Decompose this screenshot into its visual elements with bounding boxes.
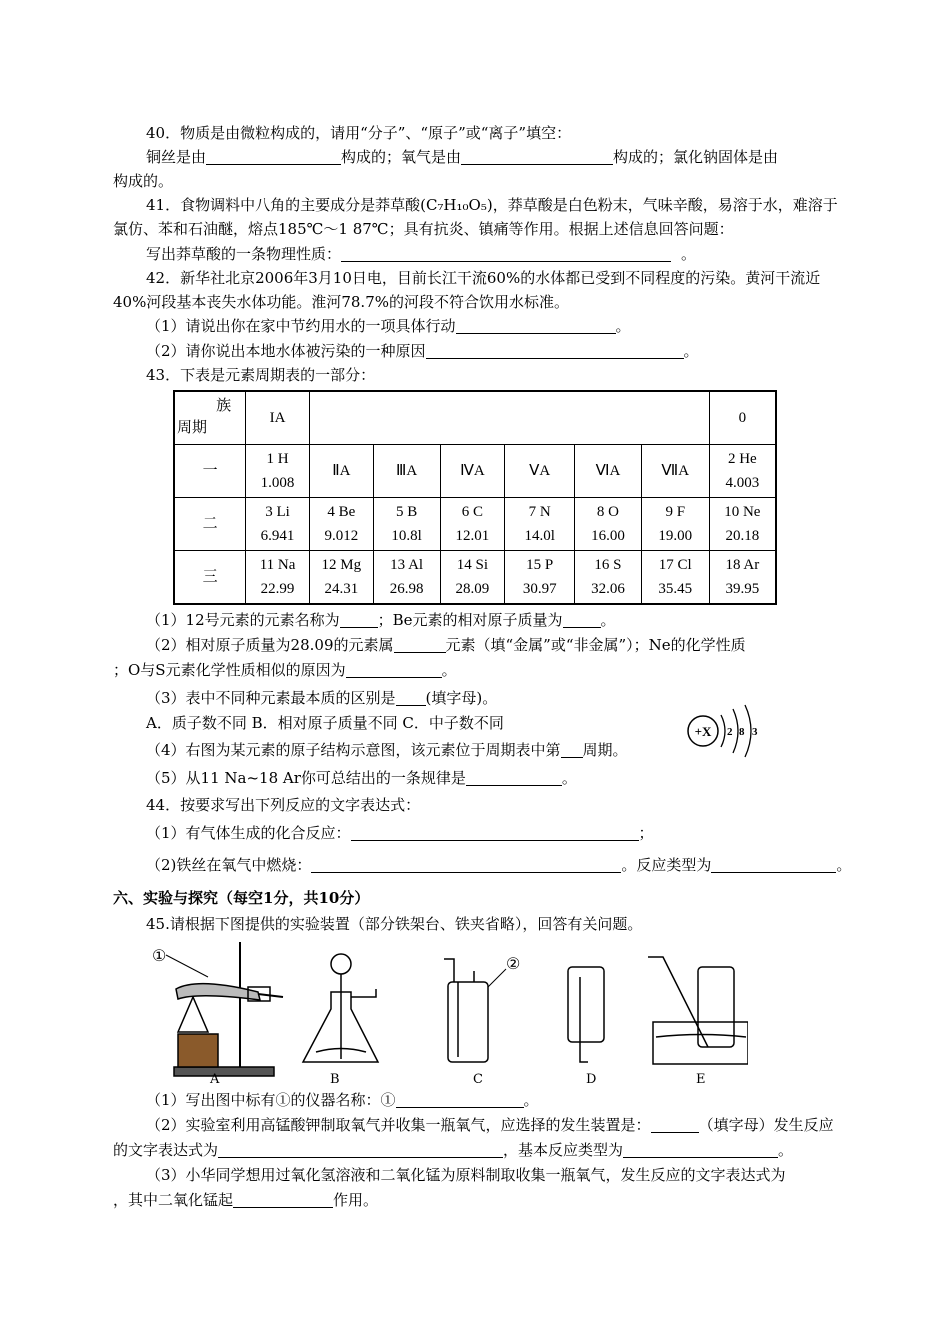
q40-line1-b: 构成的；氧气是由	[341, 148, 462, 166]
label-pointer-2	[488, 969, 506, 987]
q42-sub2	[146, 341, 699, 361]
q42-sub2-end: 。	[683, 342, 699, 360]
element-symbol: 3 Li	[265, 504, 290, 520]
q41-line1: 41．食物调料中八角的主要成分是莽草酸(C₇H₁₀O₅)，莽草酸是白色粉末，气味辛酸，易溶于水，难溶于	[146, 196, 838, 214]
water-line-e	[656, 1035, 746, 1038]
table-header-row	[174, 391, 776, 445]
element-mass: 24.31	[324, 581, 359, 597]
element-symbol: 15 P	[526, 557, 554, 573]
q40-line1-a: 铜丝是由	[146, 148, 207, 166]
q44-sub2-mid: 。反应类型为	[621, 856, 712, 874]
element-cell-Ne	[709, 498, 776, 551]
table-row-period-3	[174, 551, 776, 605]
table-row-period-2	[174, 498, 776, 551]
wooden-block	[178, 1034, 218, 1067]
q42-line1: 42．新华社北京2006年3月10日电，目前长江干流60%的水体都已受到不同程度的污染。黄河干流近	[146, 269, 821, 287]
group-header-empty	[309, 391, 709, 445]
q43-sub5-b: 。	[561, 769, 577, 787]
q42-blank-1[interactable]	[456, 317, 616, 334]
element-symbol: 2 He	[727, 451, 757, 467]
q45-blank-5[interactable]	[233, 1191, 333, 1208]
label-c: C	[473, 1072, 483, 1087]
element-mass: 30.97	[522, 581, 557, 597]
element-mass: 39.95	[725, 581, 760, 597]
element-symbol: 8 O	[596, 504, 620, 520]
element-cell-B	[373, 498, 440, 551]
shell-arc-1	[721, 715, 725, 747]
q43-blank-6[interactable]	[561, 741, 583, 758]
q45-blank-4[interactable]	[623, 1141, 778, 1158]
q43-sub2	[146, 635, 746, 655]
element-cell-C	[440, 498, 505, 551]
q40-intro: 40．物质是由微粒构成的，请用“分子”、“原子”或“离子”填空：	[146, 124, 572, 142]
q40-line2: 构成的。	[113, 172, 174, 190]
q45-sub1-b: 。	[523, 1091, 539, 1109]
element-mass: 26.98	[389, 581, 424, 597]
element-mass: 14.0l	[524, 528, 555, 544]
q44-blank-1[interactable]	[351, 824, 639, 841]
mark-1: ①	[152, 946, 167, 965]
element-mass: 1.008	[260, 475, 295, 491]
q44-sub2	[146, 855, 851, 875]
group-header-iva: ⅣA	[440, 445, 505, 498]
group-header-via: ⅥA	[575, 445, 642, 498]
element-cell-Li	[246, 498, 310, 551]
q43-blank-7[interactable]	[466, 769, 562, 786]
element-symbol: 7 N	[528, 504, 551, 520]
element-symbol: 6 C	[461, 504, 484, 520]
element-symbol: 12 Mg	[321, 557, 362, 573]
q43-options: A．质子数不同 B．相对原子质量不同 C．中子数不同	[146, 714, 504, 732]
q43-sub1-b: ；Be元素的相对原子质量为	[377, 611, 563, 629]
q43-sub3	[146, 688, 497, 708]
q43-sub3-b: (填字母)。	[425, 689, 498, 707]
q43-sub3-a: （3）表中不同种元素最本质的区别是	[146, 689, 396, 707]
group-header-iiia: ⅢA	[373, 445, 440, 498]
q43-sub5-a: （5）从11 Na~18 Ar你可总结出的一条规律是	[146, 769, 466, 787]
q43-sub2-d: 。	[441, 661, 457, 679]
q45-blank-3[interactable]	[218, 1141, 503, 1158]
q43-sub1-a: （1）12号元素的元素名称为	[146, 611, 340, 629]
q43-sub1-c: 。	[600, 611, 616, 629]
q44-sub1	[146, 823, 654, 843]
q41-end: 。	[681, 245, 697, 263]
group-header-iia: ⅡA	[309, 445, 373, 498]
section6-title: 六、实验与探究（每空1分，共10分）	[113, 889, 370, 907]
element-symbol: 4 Be	[327, 504, 356, 520]
q42-line2: 40%河段基本丧失水体功能。淮河78.7%的河段不符合饮用水标准。	[113, 293, 569, 311]
q44-sub1-end: ；	[638, 824, 654, 842]
element-symbol: 14 Si	[456, 557, 489, 573]
q43-sub2-cont	[113, 660, 457, 680]
element-mass: 20.18	[725, 528, 760, 544]
element-mass: 19.00	[658, 528, 693, 544]
q45-blank-1[interactable]	[396, 1091, 524, 1108]
q44-sub1-text: （1）有气体生成的化合反应：	[146, 824, 351, 842]
q42-sub1-text: （1）请说出你在家中节约用水的一项具体行动	[146, 317, 456, 335]
q43-blank-1[interactable]	[340, 611, 378, 628]
q42-blank-2[interactable]	[426, 342, 684, 359]
q45-sub3-cont	[113, 1190, 378, 1210]
q44-sub2-end: 。	[836, 856, 852, 874]
element-symbol: 5 B	[395, 504, 418, 520]
q45-sub3: （3）小华同学想用过氧化氢溶液和二氧化锰为原料制取收集一瓶氧气，发生反应的文字表达式为	[146, 1166, 786, 1184]
q45-blank-2[interactable]	[651, 1116, 699, 1133]
atom-structure-diagram	[685, 703, 765, 763]
label-pointer-1	[166, 955, 208, 977]
element-symbol: 10 Ne	[724, 504, 761, 520]
group-ia-header: IA	[246, 391, 310, 445]
shell-arc-3	[745, 705, 751, 757]
q40-blank-2[interactable]	[461, 148, 613, 165]
q43-sub5	[146, 768, 577, 788]
element-symbol: 17 Cl	[658, 557, 692, 573]
element-cell-Be	[309, 498, 373, 551]
apparatus-e	[648, 957, 748, 1064]
q43-sub2-a: （2）相对原子质量为28.09的元素属	[146, 636, 394, 654]
q43-sub4	[146, 740, 628, 760]
gas-bottle	[448, 982, 488, 1062]
q43-intro: 43．下表是元素周期表的一部分：	[146, 366, 376, 384]
element-symbol: 11 Na	[259, 557, 296, 573]
q45-sub1	[146, 1090, 539, 1110]
delivery-tube-e	[648, 957, 708, 1047]
element-cell-H	[246, 445, 310, 498]
shell-arc-2	[733, 709, 738, 753]
element-mass: 16.00	[591, 528, 625, 544]
apparatus-figure	[148, 937, 748, 1087]
q45-sub2-c: 的文字表达式为	[113, 1141, 219, 1159]
element-mass: 4.003	[725, 475, 760, 491]
q45-sub2-d: ，基本反应类型为	[503, 1141, 624, 1159]
element-cell-O	[575, 498, 642, 551]
element-cell-Mg	[309, 551, 373, 605]
q45-sub2-a: （2）实验室利用高锰酸钾制取氧气并收集一瓶氧气，应选择的发生装置是：	[146, 1116, 651, 1134]
delivery-tube-b	[351, 989, 376, 997]
element-cell-P	[505, 551, 575, 605]
q45-sub2-b: （填字母）发生反应	[698, 1116, 834, 1134]
q40-line1	[146, 147, 778, 167]
q42-sub2-text: （2）请你说出本地水体被污染的一种原因	[146, 342, 426, 360]
element-symbol: 16 S	[594, 557, 622, 573]
element-cell-F	[641, 498, 709, 551]
inverted-bottle	[568, 967, 604, 1042]
element-symbol: 1 H	[266, 451, 289, 467]
q44-sub2-text: （2)铁丝在氧气中燃烧：	[146, 856, 312, 874]
q40-blank-1[interactable]	[206, 148, 341, 165]
element-mass: 12.01	[455, 528, 490, 544]
period-label: 一	[174, 445, 246, 498]
q44-blank-2[interactable]	[311, 856, 621, 873]
element-symbol: 13 Al	[390, 557, 424, 573]
period-label: 三	[174, 551, 246, 605]
element-mass: 28.09	[455, 581, 490, 597]
element-mass: 6.941	[260, 528, 295, 544]
q42-sub1	[146, 316, 631, 336]
q45-sub3-b: ，其中二氧化锰起	[113, 1191, 234, 1209]
q44-intro: 44．按要求写出下列反应的文字表达式：	[146, 796, 421, 814]
element-cell-Ar	[709, 551, 776, 605]
label-e: E	[696, 1072, 706, 1087]
corner-group-label: 族	[216, 398, 232, 414]
q43-sub4-b: 周期。	[582, 741, 628, 759]
q45-sub3-c: 作用。	[333, 1191, 379, 1209]
element-mass: 32.06	[591, 581, 625, 597]
element-cell-Si	[440, 551, 505, 605]
q41-line3	[146, 244, 696, 264]
q43-sub2-b: 元素（填“金属”或“非金属”）；Ne的化学性质	[445, 636, 746, 654]
element-mass: 10.8l	[391, 528, 422, 544]
q45-sub2-e: 。	[778, 1141, 794, 1159]
element-cell-Al	[373, 551, 440, 605]
iron-stand-base	[174, 1067, 274, 1076]
q42-sub1-end: 。	[615, 317, 631, 335]
q43-sub1	[146, 610, 616, 630]
table-corner	[174, 391, 246, 445]
apparatus-c	[444, 959, 506, 1062]
q43-blank-3[interactable]	[394, 636, 446, 653]
q45-sub2-cont	[113, 1140, 793, 1160]
q43-blank-4[interactable]	[346, 661, 442, 678]
q40-line1-c: 构成的；氯化钠固体是由	[613, 148, 779, 166]
label-a: A	[210, 1072, 220, 1087]
element-mass: 9.012	[324, 528, 359, 544]
mark-2: ②	[506, 954, 521, 973]
element-cell-Na	[246, 551, 310, 605]
group-header-va: ⅤA	[505, 445, 575, 498]
element-mass: 35.45	[658, 581, 693, 597]
q43-blank-5[interactable]	[396, 689, 426, 706]
element-cell-He	[709, 445, 776, 498]
apparatus-a	[174, 942, 283, 1076]
funnel-bulb	[331, 954, 351, 974]
element-cell-S	[575, 551, 642, 605]
apparatus-d	[568, 967, 604, 1062]
tube-d	[580, 977, 588, 1062]
table-row-period-1	[174, 445, 776, 498]
alcohol-lamp	[178, 997, 208, 1032]
nucleus-label: +X	[694, 724, 712, 739]
q43-sub4-a: （4）右图为某元素的原子结构示意图，该元素位于周期表中第	[146, 741, 561, 759]
element-symbol: 9 F	[665, 504, 686, 520]
q41-line2: 氯仿、苯和石油醚，熔点185℃～1 87℃；具有抗炎、镇痛等作用。根据上述信息回答问题：	[113, 220, 734, 238]
q41-prompt: 写出莽草酸的一条物理性质：	[146, 245, 342, 263]
shell-electrons-2: 8	[739, 726, 745, 738]
element-cell-N	[505, 498, 575, 551]
q41-blank[interactable]	[341, 245, 671, 262]
element-mass: 22.99	[260, 581, 295, 597]
corner-period-label: 周期	[177, 420, 208, 436]
q45-sub2	[146, 1115, 834, 1135]
element-symbol: 18 Ar	[725, 557, 760, 573]
apparatus-b	[303, 954, 378, 1062]
period-label: 二	[174, 498, 246, 551]
group-0-header: 0	[709, 391, 776, 445]
label-b: B	[330, 1072, 340, 1087]
q45-sub1-a: （1）写出图中标有①的仪器名称：①	[146, 1091, 396, 1109]
q44-blank-3[interactable]	[711, 856, 836, 873]
q43-blank-2[interactable]	[563, 611, 601, 628]
group-header-viia: ⅦA	[641, 445, 709, 498]
long-tube-c	[444, 959, 454, 982]
shell-electrons-1: 2	[727, 726, 733, 738]
label-d: D	[586, 1072, 597, 1087]
element-cell-Cl	[641, 551, 709, 605]
q45-intro: 45.请根据下图提供的实验装置（部分铁架台、铁夹省略），回答有关问题。	[146, 915, 643, 933]
periodic-table	[173, 390, 777, 605]
q43-sub2-c: ；O与S元素化学性质相似的原因为	[113, 661, 346, 679]
shell-electrons-3: 3	[752, 726, 758, 738]
